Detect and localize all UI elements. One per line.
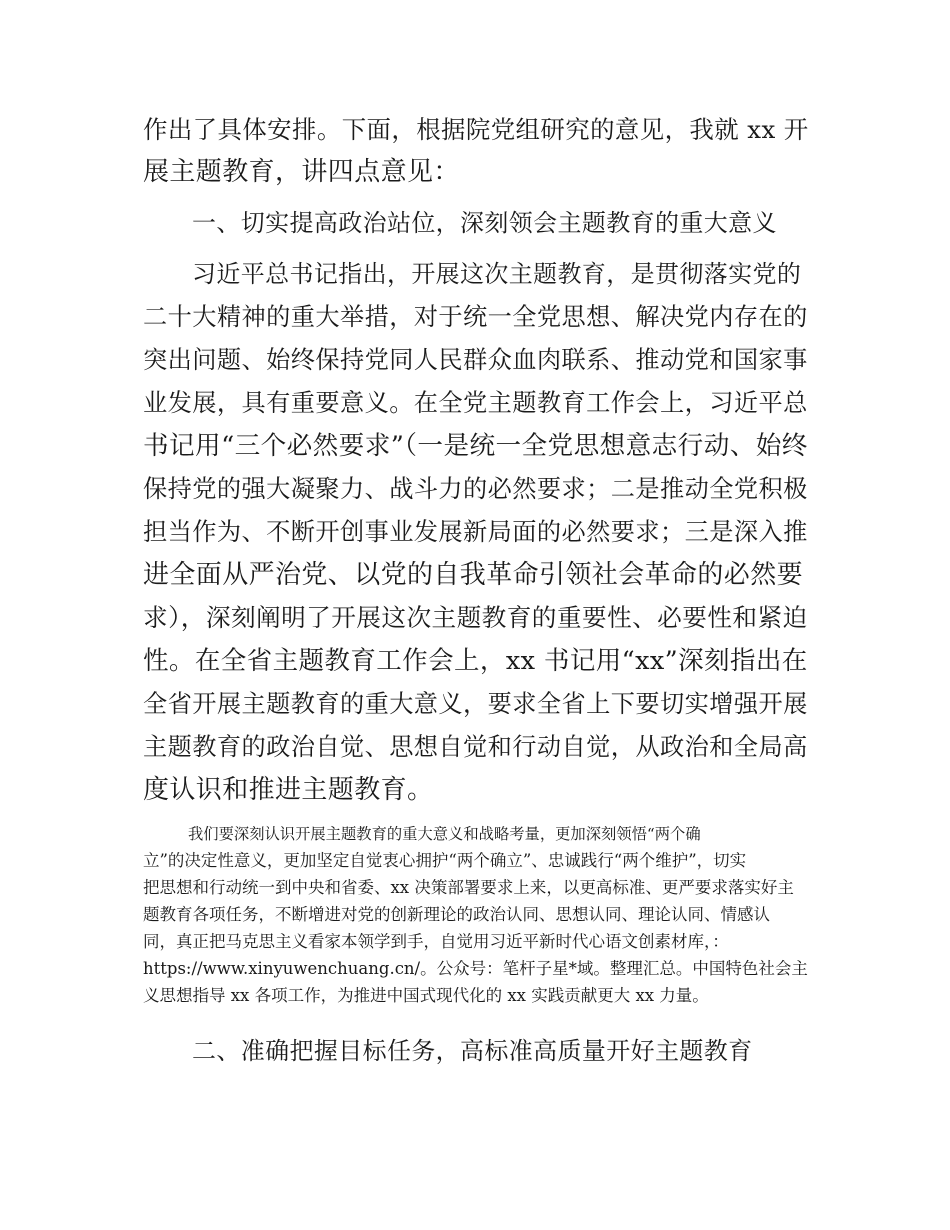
paragraph-line: 度认识和推进主题教育。 [143, 775, 434, 805]
paragraph-line: 担当作为、不断开创事业发展新局面的必然要求；三是深入推 [143, 518, 808, 546]
paragraph-line: 进全面从严治党、以党的自我革命引领社会革命的必然要 [143, 560, 804, 590]
small-paragraph-line: 义思想指导 xx 各项工作，为推进中国式现代化的 xx 实践贡献更大 xx 力量。 [143, 986, 709, 1005]
paragraph-line: 保持党的强大凝聚力、战斗力的必然要求；二是推动全党积极 [143, 475, 808, 503]
section-heading-1: 一、切实提高政治站位，深刻领会主题教育的重大意义 [192, 209, 777, 237]
small-paragraph-line: 我们要深刻认识开展主题教育的重大意义和战略考量，更加深刻领悟“两个确 [188, 825, 701, 843]
intro-line: 作出了具体安排。下面，根据院党组研究的意见，我就 xx 开 [143, 115, 809, 144]
paragraph-line: 业发展，具有重要意义。在全党主题教育工作会上，习近平总 [143, 389, 808, 417]
small-paragraph-line: https://www.xinyuwenchuang.cn/。公众号：笔杆子星*域。整理汇总。中国特色社会主 [143, 959, 808, 978]
section-heading-2: 二、准确把握目标任务，高标准高质量开好主题教育 [192, 1037, 753, 1065]
intro-line: 展主题教育，讲四点意见： [143, 157, 460, 187]
paragraph-line: 主题教育的政治自觉、思想自觉和行动自觉，从政治和全局高 [143, 733, 808, 761]
paragraph-line: 书记用“三个必然要求”（一是统一全党思想意志行动、始终 [143, 431, 808, 461]
small-paragraph-line: 立”的决定性意义，更加坚定自觉衷心拥护“两个确立”、忠诚践行“两个维护”，切实 [143, 851, 747, 870]
small-paragraph-line: 同，真正把马克思主义看家本领学到手，自觉用习近平新时代心语文创素材库，： [143, 932, 729, 951]
small-paragraph-line: 把思想和行动统一到中央和省委、xx 决策部署要求上来，以更高标准、更严要求落实好主 [143, 878, 794, 897]
paragraph-line: 习近平总书记指出，开展这次主题教育，是贯彻落实党的 [192, 260, 802, 288]
paragraph-line: 二十大精神的重大举措，对于统一全党思想、解决党内存在的 [143, 303, 808, 331]
paragraph-line: 性。在全省主题教育工作会上，xx 书记用“xx”深刻指出在 [143, 646, 808, 676]
small-paragraph-line: 题教育各项任务，不断增进对党的创新理论的政治认同、思想认同、理论认同、情感认 [143, 905, 770, 924]
paragraph-line: 全省开展主题教育的重大意义，要求全省上下要切实增强开展 [143, 690, 808, 718]
paragraph-line: 突出问题、始终保持党同人民群众血肉联系、推动党和国家事 [143, 346, 808, 374]
paragraph-line: 求），深刻阐明了开展这次主题教育的重要性、必要性和紧迫 [143, 603, 808, 632]
